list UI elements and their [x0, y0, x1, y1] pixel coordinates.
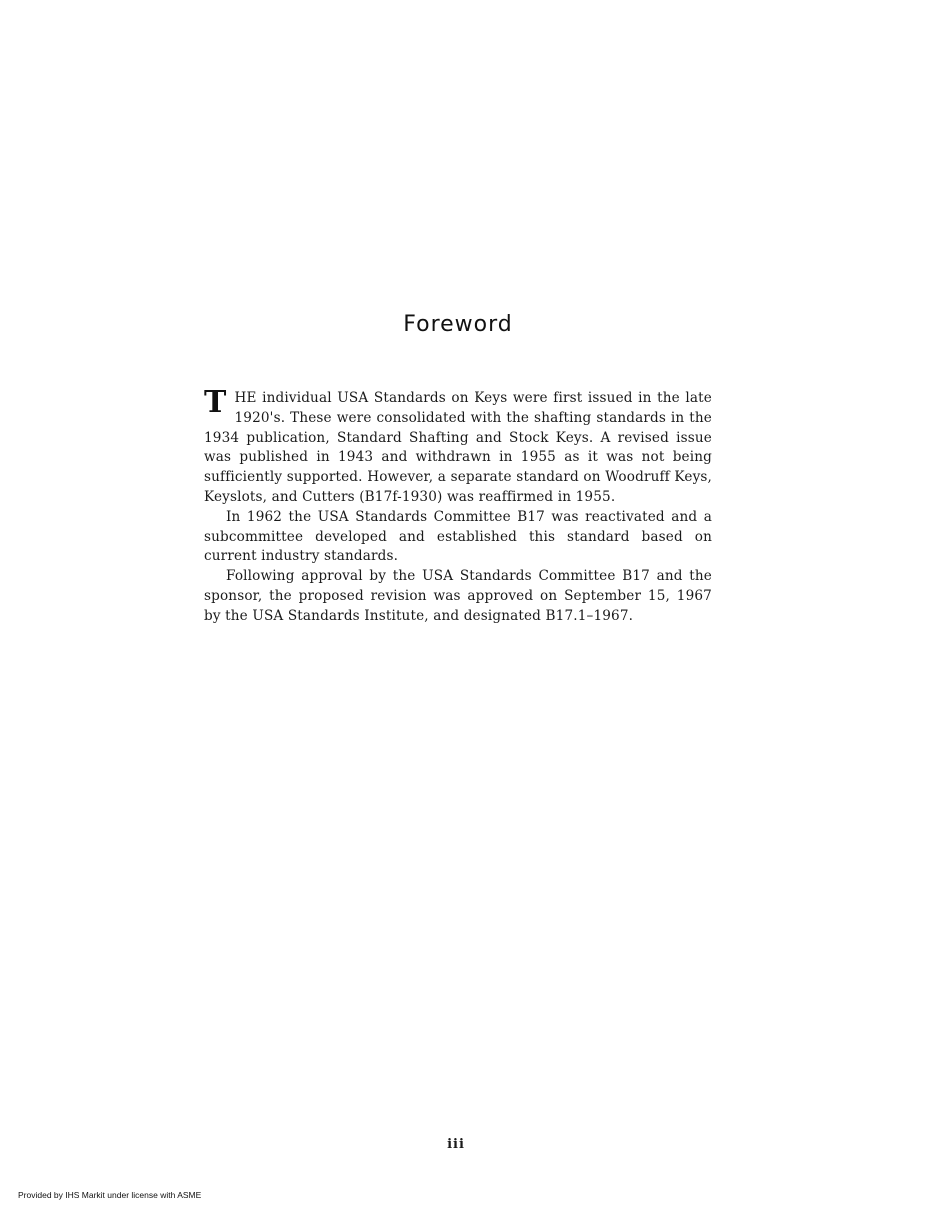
paragraph-3: Following approval by the USA Standards Committee B17 and the sponsor, the proposed revision was approved on September 15, 1967 by the USA Standards Institute, and designated B17.1–1967. [204, 568, 712, 624]
license-footer: Provided by IHS Markit under license with ASME [18, 1190, 202, 1200]
paragraph-1-text: HE individual USA Standards on Keys were first issued in the late 1920's. These were consolidated with the shafting standards in the 1934 publication, Standard Shafting and Stock Keys. A revised issue was published in 1943 and withdrawn in 1955 as it was not being sufficiently supported. However, a separate standard on Woodruff Keys, Keyslots, and Cutters (B17f-1930) was reaffirmed in 1955. [204, 390, 712, 505]
page-number: iii [447, 1137, 465, 1152]
paragraph-1 [204, 385, 712, 508]
page-title: Foreword [403, 312, 513, 337]
foreword-body [204, 385, 712, 627]
drop-cap: T [204, 385, 227, 420]
paragraph-2: In 1962 the USA Standards Committee B17 was reactivated and a subcommittee developed and established this standard based on current industry standards. [204, 508, 712, 565]
